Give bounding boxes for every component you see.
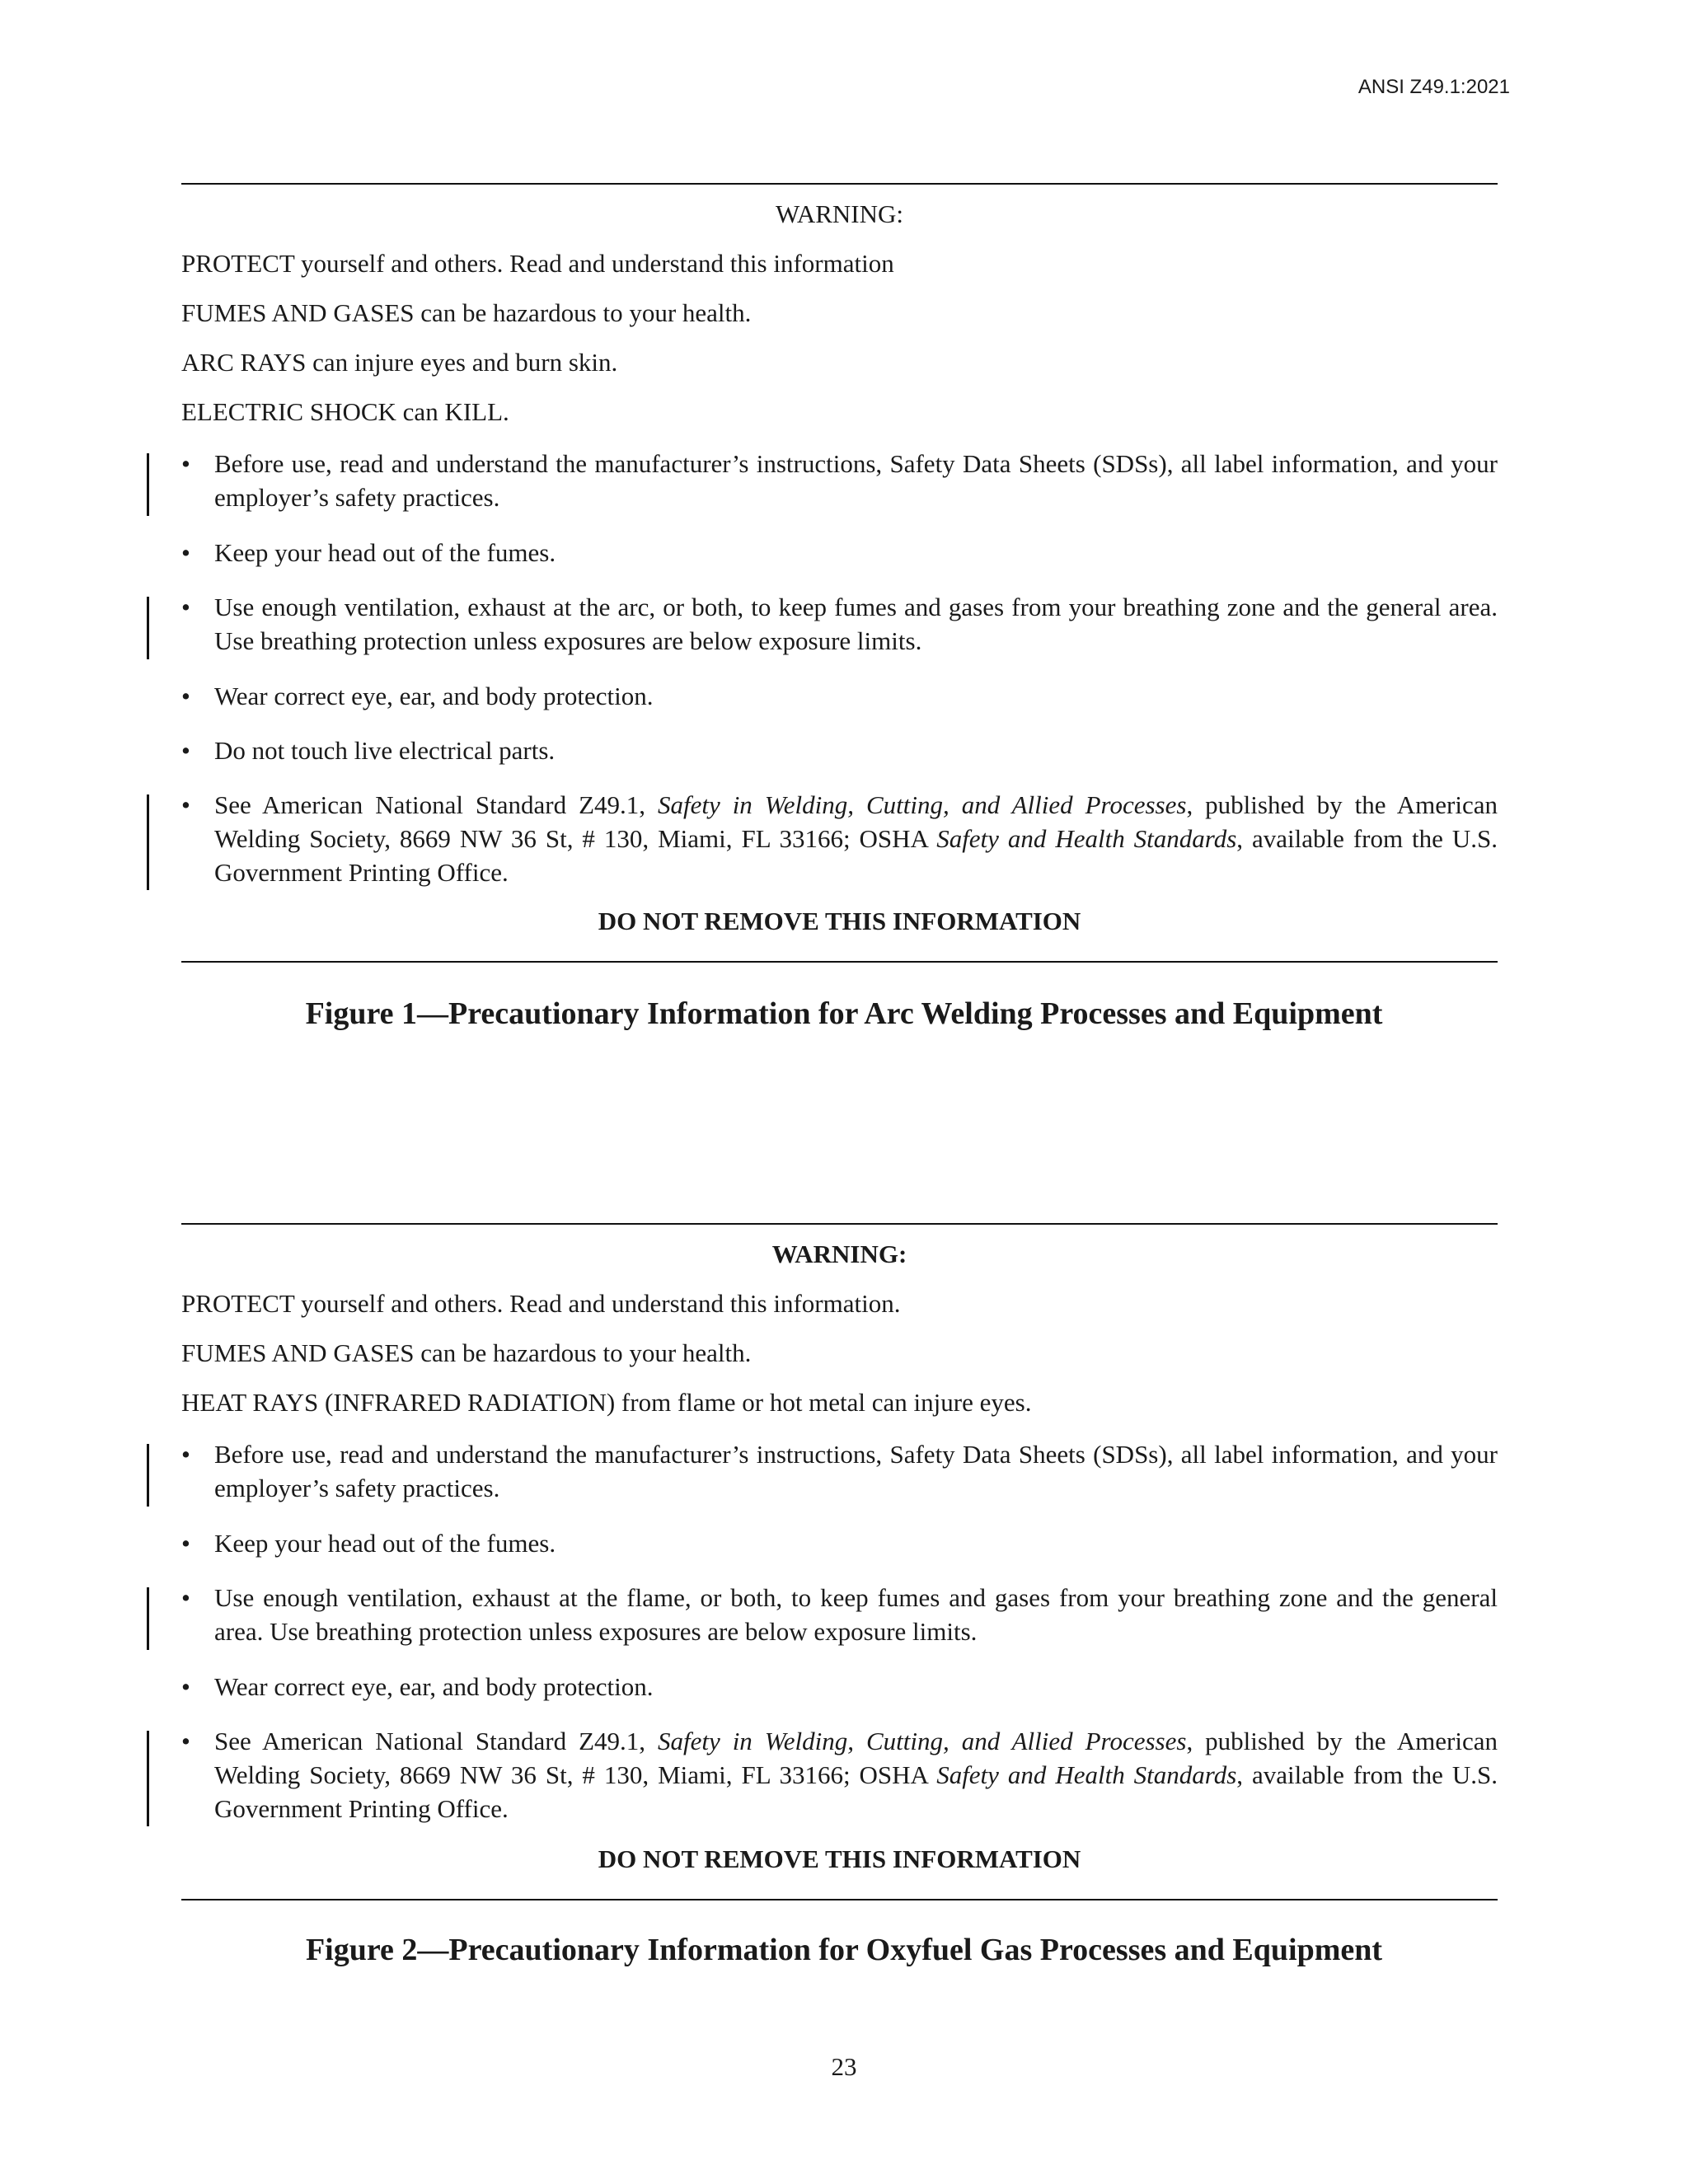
standard-title: Safety in Welding, Cutting, and Allied Processes [657, 1727, 1187, 1755]
warning-panel-arc [181, 183, 1498, 963]
reference-text: , available from the U.S. Government Printing Office. [214, 824, 1498, 887]
do-not-remove-notice: DO NOT REMOVE THIS INFORMATION [598, 907, 1081, 935]
change-bar [147, 1731, 149, 1826]
bullet-text: Use enough ventilation, exhaust at the arc, or both, to keep fumes and gases from your breathing zone and the general area. Use breathing protection unless exposures are below exposure limits. [214, 593, 1498, 655]
reference-text: , published by the American Welding Society, 8669 NW 36 St, # 130, Miami, FL 33166; OSHA [214, 790, 1498, 853]
warning-title: WARNING: [771, 1240, 907, 1268]
bullet-mark: • [181, 682, 190, 710]
reference-text: See American National Standard Z49.1, [214, 1727, 658, 1755]
bullet-mark: • [181, 1440, 190, 1469]
reference-text: , available from the U.S. Government Printing Office. [214, 1760, 1498, 1823]
bullet-mark: • [181, 1583, 190, 1612]
warning-line: FUMES AND GASES can be hazardous to your health. [181, 298, 752, 327]
warning-line: FUMES AND GASES can be hazardous to your health. [181, 1338, 752, 1367]
bullet-text: Keep your head out of the fumes. [214, 1529, 556, 1558]
warning-line: PROTECT yourself and others. Read and understand this information. [181, 1289, 901, 1318]
change-bar [147, 597, 149, 659]
bullet-text: Use enough ventilation, exhaust at the flame, or both, to keep fumes and gases from your breathing zone and the general area. Use breathing protection unless exposures are below exposure limits. [214, 1583, 1498, 1646]
warning-line: PROTECT yourself and others. Read and understand this information [181, 249, 894, 278]
page-number: 23 [831, 2052, 857, 2081]
osha-title: Safety and Health Standards [936, 1760, 1237, 1789]
bullet-mark: • [181, 1529, 190, 1558]
warning-panel-oxyfuel [181, 1223, 1498, 1900]
bullet-text: Do not touch live electrical parts. [214, 736, 556, 765]
document-id: ANSI Z49.1:2021 [1357, 76, 1510, 98]
warning-title: WARNING: [776, 199, 903, 228]
warning-line: ARC RAYS can injure eyes and burn skin. [181, 348, 618, 377]
bullet-text: Before use, read and understand the manufacturer’s instructions, Safety Data Sheets (SDSs), all label information, and your employer’s safety practices. [214, 449, 1498, 512]
standard-title: Safety in Welding, Cutting, and Allied Processes [657, 790, 1187, 819]
warning-line: ELECTRIC SHOCK can KILL. [181, 397, 509, 426]
change-bar [147, 794, 149, 890]
do-not-remove-notice: DO NOT REMOVE THIS INFORMATION [598, 1844, 1081, 1873]
bullet-text [214, 1724, 1498, 1825]
bullet-mark: • [181, 449, 190, 478]
osha-title: Safety and Health Standards [936, 824, 1237, 853]
bullet-text: Wear correct eye, ear, and body protection. [214, 682, 654, 710]
bullet-mark: • [181, 538, 190, 567]
bullet-mark: • [181, 1672, 190, 1701]
change-bar [147, 1587, 149, 1650]
bullet-text: Before use, read and understand the manufacturer’s instructions, Safety Data Sheets (SDSs), all label information, and your employer’s safety practices. [214, 1440, 1498, 1502]
figure-caption: Figure 2—Precautionary Information for Oxyfuel Gas Processes and Equipment [305, 1933, 1383, 1967]
bullet-mark: • [181, 1727, 190, 1755]
change-bar [147, 453, 149, 516]
bullet-mark: • [181, 736, 190, 765]
reference-text: See American National Standard Z49.1, [214, 790, 658, 819]
warning-line: HEAT RAYS (INFRARED RADIATION) from flame or hot metal can injure eyes. [181, 1388, 1032, 1417]
bullet-text: Wear correct eye, ear, and body protection. [214, 1672, 654, 1701]
bullet-mark: • [181, 790, 190, 819]
bullet-text [214, 788, 1498, 889]
figure-caption: Figure 1—Precautionary Information for Arc Welding Processes and Equipment [305, 996, 1383, 1031]
reference-text: , published by the American Welding Society, 8669 NW 36 St, # 130, Miami, FL 33166; OSHA [214, 1727, 1498, 1789]
change-bar [147, 1444, 149, 1507]
bullet-mark: • [181, 593, 190, 621]
bullet-text: Keep your head out of the fumes. [214, 538, 556, 567]
